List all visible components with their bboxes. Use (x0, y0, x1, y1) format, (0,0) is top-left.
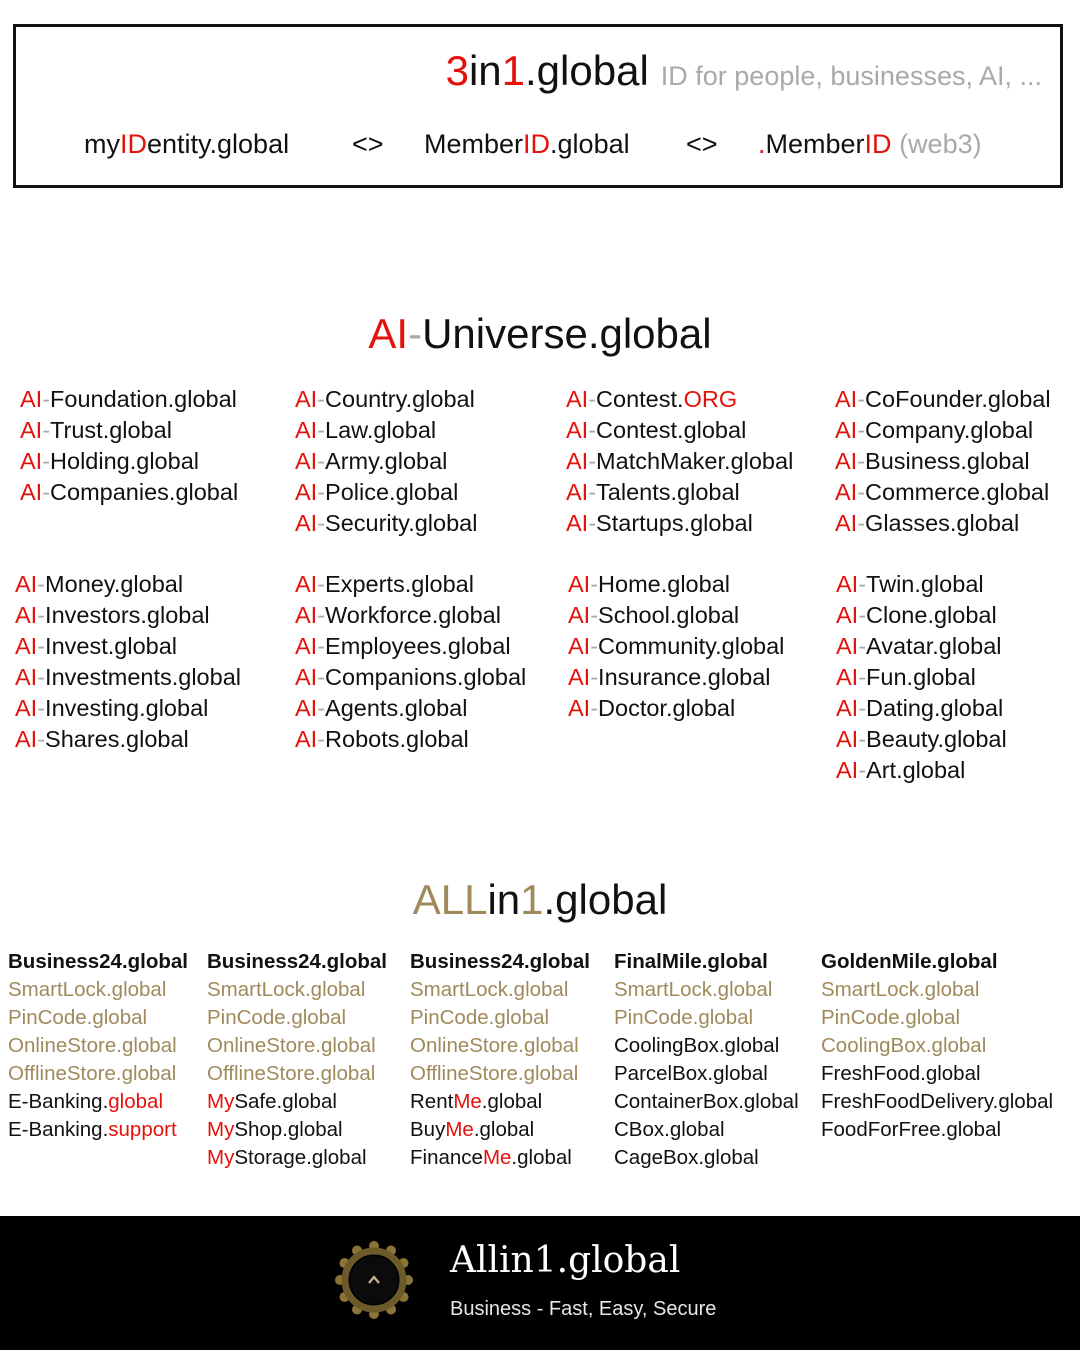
ai-dash: - (857, 510, 866, 536)
link-part: E-Banking. (8, 1090, 109, 1113)
column-heading[interactable]: Business24.global (8, 950, 189, 973)
ai-prefix: AI (15, 664, 38, 690)
brand-part-global: .global (525, 47, 649, 94)
domain-link[interactable]: PinCode.global (614, 1006, 754, 1029)
allin1-column (207, 948, 387, 1172)
link-part: Member (765, 129, 865, 159)
ai-dash: - (37, 633, 46, 659)
ai-dash: - (588, 448, 597, 474)
ai-domain-link[interactable] (835, 446, 1051, 477)
ai-domain-name: Home.global (598, 571, 730, 597)
ai-prefix: AI (20, 386, 43, 412)
domain-link[interactable]: OnlineStore.global (207, 1034, 376, 1057)
ai-domain-link[interactable] (568, 662, 784, 693)
ai-dash: - (317, 695, 326, 721)
ai-dash: - (317, 510, 326, 536)
ai-dash: - (858, 602, 867, 628)
domain-link[interactable]: SmartLock.global (207, 978, 366, 1001)
title-part-all: ALL (412, 876, 488, 923)
domain-link[interactable] (8, 1116, 188, 1144)
domain-link[interactable]: CoolingBox.global (614, 1034, 780, 1057)
domain-link[interactable]: SmartLock.global (614, 978, 773, 1001)
domain-link[interactable]: CBox.global (614, 1118, 725, 1141)
ai-domain-column (836, 569, 1007, 786)
link-part-red: Me (445, 1118, 474, 1141)
link-part-red: My (207, 1146, 235, 1169)
ai-prefix: AI (15, 695, 38, 721)
footer-banner (0, 1216, 1080, 1350)
ai-domain-name: Art.global (866, 757, 966, 783)
allin1-column (821, 948, 1053, 1144)
ai-prefix: AI (295, 510, 318, 536)
ai-domain-link[interactable] (835, 415, 1051, 446)
ai-domain-column (15, 569, 241, 755)
ai-prefix: AI (295, 448, 318, 474)
link-part: Storage.global (234, 1146, 367, 1169)
ai-domain-name: Fun.global (866, 664, 976, 690)
ai-domain-name: Companions.global (325, 664, 527, 690)
link-part: E-Banking. (8, 1118, 109, 1141)
ai-dash: - (858, 695, 867, 721)
link-part-red: My (207, 1118, 235, 1141)
ai-domain-name: Clone.global (866, 602, 997, 628)
ai-domain-name: Startups.global (596, 510, 753, 536)
link-dot-memberid[interactable] (758, 129, 982, 160)
domain-link[interactable]: FreshFoodDelivery.global (821, 1090, 1054, 1113)
ai-domain-name: Agents.global (325, 695, 468, 721)
brand-part-3: 3 (445, 47, 469, 94)
ai-dash: - (317, 602, 326, 628)
ai-domain-link[interactable] (295, 631, 526, 662)
ai-domain-link[interactable] (295, 693, 526, 724)
ai-domain-link[interactable] (568, 600, 784, 631)
ai-domain-name: Shares.global (45, 726, 189, 752)
ai-domain-name: Foundation.global (50, 386, 237, 412)
footer-tagline: Business - Fast, Easy, Secure (450, 1298, 717, 1320)
ai-domain-link[interactable] (15, 631, 241, 662)
ai-prefix: AI (15, 602, 38, 628)
ai-domain-link[interactable] (295, 724, 526, 755)
link-part-red: ID (523, 129, 551, 159)
domain-link[interactable] (410, 1088, 590, 1116)
link-part-red: ID (864, 129, 892, 159)
domain-link[interactable]: CageBox.global (614, 1146, 759, 1169)
ai-domain-name: Holding.global (50, 448, 199, 474)
ai-dash: - (590, 571, 599, 597)
link-part: my (84, 129, 120, 159)
ai-dash: - (317, 571, 326, 597)
ai-prefix: AI (836, 695, 859, 721)
ai-dash: - (858, 664, 867, 690)
ai-domain-name: Twin.global (866, 571, 984, 597)
link-part: entity.global (147, 129, 290, 159)
brand-part-in: in (468, 47, 502, 94)
link-part: Shop.global (234, 1118, 343, 1141)
ai-prefix: AI (566, 417, 589, 443)
ai-domain-column (566, 384, 793, 539)
domain-link[interactable]: OfflineStore.global (207, 1062, 376, 1085)
link-part: Finance (410, 1146, 483, 1169)
ai-prefix: AI (295, 664, 318, 690)
ai-domain-name: Investments.global (45, 664, 241, 690)
ai-prefix: AI (836, 633, 859, 659)
ai-prefix: AI (566, 479, 589, 505)
ai-prefix: AI (295, 695, 318, 721)
ai-domain-link[interactable] (295, 477, 477, 508)
ai-domain-link[interactable] (836, 693, 1007, 724)
ai-prefix: AI (836, 571, 859, 597)
ai-dash: - (42, 479, 51, 505)
allin1-column (8, 948, 188, 1144)
ai-prefix: AI (20, 479, 43, 505)
ai-domain-column (20, 384, 238, 508)
allin1-title[interactable] (0, 876, 1080, 924)
ai-domain-link[interactable] (566, 508, 793, 539)
ai-prefix: AI (15, 633, 38, 659)
ai-prefix: AI (295, 633, 318, 659)
ai-domain-name: Commerce.global (865, 479, 1050, 505)
ai-dash: - (588, 510, 597, 536)
ai-dash: - (857, 479, 866, 505)
ai-domain-link[interactable] (836, 631, 1007, 662)
domain-link[interactable]: SmartLock.global (8, 978, 167, 1001)
ai-domain-link[interactable] (295, 569, 526, 600)
link-part: .global (511, 1146, 572, 1169)
ai-domain-name: Investing.global (45, 695, 209, 721)
ai-domain-link[interactable] (295, 415, 477, 446)
ai-dash: - (857, 448, 866, 474)
link-part: Member (424, 129, 524, 159)
ai-prefix: AI (20, 448, 43, 474)
domain-link[interactable]: OnlineStore.global (8, 1034, 177, 1057)
ai-prefix: AI (568, 633, 591, 659)
title-part-in: in (487, 876, 521, 923)
domain-link[interactable]: PinCode.global (207, 1006, 347, 1029)
ai-domain-name: Beauty.global (866, 726, 1007, 752)
ai-prefix: AI (295, 602, 318, 628)
ai-domain-link[interactable] (835, 384, 1051, 415)
ai-domain-link[interactable] (295, 662, 526, 693)
ai-domain-link[interactable] (836, 662, 1007, 693)
ai-domain-link[interactable] (20, 446, 238, 477)
ai-domain-column (835, 384, 1051, 539)
ai-domain-column (295, 569, 526, 755)
ai-domain-link[interactable] (295, 446, 477, 477)
ai-domain-link[interactable] (835, 508, 1051, 539)
ai-domain-name: Money.global (45, 571, 184, 597)
link-part-red: My (207, 1090, 235, 1113)
column-heading[interactable]: GoldenMile.global (821, 950, 998, 973)
link-part-red: support (108, 1118, 177, 1141)
ai-domain-name: Doctor.global (598, 695, 736, 721)
ai-dash: - (37, 664, 46, 690)
ai-domain-name: Business.global (865, 448, 1030, 474)
ai-domain-link[interactable] (295, 600, 526, 631)
ai-dash: - (317, 633, 326, 659)
ai-dash: - (42, 417, 51, 443)
ai-dash: - (317, 386, 326, 412)
ai-prefix: AI (835, 417, 858, 443)
ai-dash: - (317, 664, 326, 690)
ai-domain-link[interactable] (566, 384, 793, 415)
ai-universe-title[interactable] (0, 310, 1080, 358)
ai-dash: - (37, 602, 46, 628)
ai-dash: - (590, 695, 599, 721)
domain-link[interactable]: PinCode.global (8, 1006, 148, 1029)
ai-prefix: AI (566, 386, 589, 412)
ai-domain-name: Dating.global (866, 695, 1004, 721)
ai-prefix: AI (836, 664, 859, 690)
ai-dash: - (590, 633, 599, 659)
link-part-grey: (web3) (899, 129, 982, 159)
footer-title[interactable]: Allin1.global (450, 1240, 681, 1281)
link-memberid[interactable] (424, 129, 630, 160)
link-part-red: Me (453, 1090, 482, 1113)
ai-domain-link[interactable] (835, 477, 1051, 508)
domain-link[interactable]: SmartLock.global (821, 978, 980, 1001)
ai-domain-link[interactable] (568, 631, 784, 662)
ai-domain-name: Workforce.global (325, 602, 501, 628)
ai-domain-name: Insurance.global (598, 664, 771, 690)
ai-dash: - (858, 571, 867, 597)
ai-prefix: AI (295, 417, 318, 443)
domain-link[interactable]: FoodForFree.global (821, 1118, 1002, 1141)
ai-domain-name: Security.global (325, 510, 478, 536)
allin1-column (410, 948, 590, 1172)
domain-link[interactable]: OfflineStore.global (8, 1062, 177, 1085)
ai-domain-tld: ORG (683, 386, 738, 412)
domain-link[interactable] (207, 1144, 387, 1172)
ai-prefix: AI (566, 448, 589, 474)
ai-prefix: AI (295, 726, 318, 752)
ai-domain-name: Companies.global (50, 479, 239, 505)
ai-prefix: AI (836, 757, 859, 783)
ai-prefix: AI (15, 571, 38, 597)
ai-domain-link[interactable] (836, 724, 1007, 755)
ai-dash: - (588, 479, 597, 505)
column-heading[interactable]: Business24.global (410, 950, 591, 973)
ai-prefix: AI (295, 571, 318, 597)
ai-domain-name: Contest.global (596, 417, 747, 443)
ai-prefix: AI (568, 571, 591, 597)
separator: <> (352, 129, 384, 159)
link-part: .global (481, 1090, 543, 1113)
ai-dash: - (857, 386, 866, 412)
title-prefix: AI (368, 310, 409, 357)
link-part: Buy (410, 1118, 446, 1141)
domain-link[interactable]: FreshFood.global (821, 1062, 981, 1085)
ai-prefix: AI (566, 510, 589, 536)
link-part-red: ID (120, 129, 147, 159)
ai-domain-link[interactable] (20, 415, 238, 446)
ai-domain-name: Community.global (598, 633, 785, 659)
ai-domain-name: Invest.global (45, 633, 177, 659)
ai-domain-link[interactable] (15, 600, 241, 631)
header-box (13, 24, 1063, 188)
header-title (446, 47, 1042, 95)
domain-link[interactable] (8, 1088, 188, 1116)
ai-domain-link[interactable] (15, 724, 241, 755)
domain-link[interactable]: CoolingBox.global (821, 1034, 987, 1057)
ai-domain-column (568, 569, 784, 724)
ai-domain-name: Experts.global (325, 571, 474, 597)
domain-link[interactable] (207, 1088, 387, 1116)
ai-prefix: AI (568, 664, 591, 690)
link-part-red: global (108, 1090, 163, 1113)
ai-dash: - (37, 571, 46, 597)
ai-domain-link[interactable] (566, 446, 793, 477)
ai-domain-link[interactable] (836, 569, 1007, 600)
link-part: .global (550, 129, 630, 159)
ai-dash: - (588, 417, 597, 443)
title-part-1: 1 (520, 876, 544, 923)
ai-dash: - (858, 726, 867, 752)
ai-prefix: AI (568, 602, 591, 628)
ai-dash: - (42, 386, 51, 412)
ai-dash: - (590, 602, 599, 628)
separator: <> (686, 129, 718, 159)
ai-domain-name: Law.global (325, 417, 437, 443)
ai-prefix: AI (835, 386, 858, 412)
ai-dash: - (590, 664, 599, 690)
ai-prefix: AI (295, 386, 318, 412)
ai-domain-link[interactable] (566, 415, 793, 446)
ai-domain-link[interactable] (568, 569, 784, 600)
ai-domain-name: Robots.global (325, 726, 469, 752)
link-part-red: . (758, 129, 766, 159)
title-dash: - (408, 310, 423, 357)
ai-domain-name: Trust.global (50, 417, 172, 443)
ai-prefix: AI (836, 726, 859, 752)
ai-dash: - (317, 448, 326, 474)
ai-domain-link[interactable] (15, 693, 241, 724)
header-tagline: ID for people, businesses, AI, ... (660, 61, 1042, 91)
ai-domain-name: CoFounder.global (865, 386, 1051, 412)
ai-prefix: AI (20, 417, 43, 443)
ai-domain-link[interactable] (566, 477, 793, 508)
ai-domain-column (295, 384, 477, 539)
link-part-red: Me (482, 1146, 512, 1169)
link-myidentity[interactable] (84, 129, 289, 160)
ai-domain-link[interactable] (836, 755, 1007, 786)
brand-part-1: 1 (501, 47, 526, 94)
ai-prefix: AI (835, 448, 858, 474)
domain-link[interactable] (410, 1116, 590, 1144)
domain-link[interactable]: SmartLock.global (410, 978, 569, 1001)
link-part: .global (473, 1118, 535, 1141)
ai-domain-link[interactable] (295, 384, 477, 415)
ai-prefix: AI (836, 602, 859, 628)
ai-domain-link[interactable] (295, 508, 477, 539)
golden-wreath-logo-icon[interactable] (334, 1240, 414, 1320)
ai-domain-link[interactable] (20, 477, 238, 508)
ai-dash: - (317, 479, 326, 505)
domain-link[interactable]: ParcelBox.global (614, 1062, 768, 1085)
domain-link[interactable]: PinCode.global (821, 1006, 961, 1029)
ai-prefix: AI (568, 695, 591, 721)
ai-domain-name: MatchMaker.global (596, 448, 794, 474)
ai-domain-link[interactable] (20, 384, 238, 415)
title-part-global: .global (543, 876, 668, 923)
link-part: Rent (410, 1090, 454, 1113)
ai-domain-name: School.global (598, 602, 740, 628)
ai-domain-link[interactable] (568, 693, 784, 724)
ai-dash: - (42, 448, 51, 474)
ai-dash: - (588, 386, 597, 412)
ai-domain-name: Army.global (325, 448, 448, 474)
ai-dash: - (317, 417, 326, 443)
domain-link[interactable] (410, 1144, 590, 1172)
ai-domain-name: Police.global (325, 479, 459, 505)
link-part: Safe.global (234, 1090, 337, 1113)
ai-domain-name: Employees.global (325, 633, 511, 659)
domain-link[interactable]: OnlineStore.global (410, 1034, 579, 1057)
ai-domain-name: Avatar.global (866, 633, 1002, 659)
ai-prefix: AI (835, 510, 858, 536)
ai-dash: - (857, 417, 866, 443)
ai-dash: - (37, 726, 46, 752)
domain-link[interactable]: ContainerBox.global (614, 1090, 799, 1113)
ai-domain-name: Talents.global (596, 479, 740, 505)
ai-domain-link[interactable] (15, 569, 241, 600)
column-heading[interactable]: FinalMile.global (614, 950, 768, 973)
ai-dash: - (37, 695, 46, 721)
title-rest: Universe.global (422, 310, 712, 357)
ai-prefix: AI (835, 479, 858, 505)
brand-3in1[interactable] (446, 47, 649, 95)
ai-domain-link[interactable] (15, 662, 241, 693)
ai-domain-link[interactable] (836, 600, 1007, 631)
domain-link[interactable]: PinCode.global (410, 1006, 550, 1029)
ai-domain-name: Investors.global (45, 602, 210, 628)
ai-dash: - (317, 726, 326, 752)
allin1-column (614, 948, 799, 1172)
ai-domain-name: Company.global (865, 417, 1034, 443)
ai-prefix: AI (295, 479, 318, 505)
ai-domain-name: Glasses.global (865, 510, 1020, 536)
ai-dash: - (858, 633, 867, 659)
ai-dash: - (858, 757, 867, 783)
ai-prefix: AI (15, 726, 38, 752)
domain-link[interactable]: OfflineStore.global (410, 1062, 579, 1085)
domain-link[interactable] (207, 1116, 387, 1144)
ai-domain-name: Country.global (325, 386, 475, 412)
ai-domain-name: Contest. (596, 386, 684, 412)
column-heading[interactable]: Business24.global (207, 950, 388, 973)
